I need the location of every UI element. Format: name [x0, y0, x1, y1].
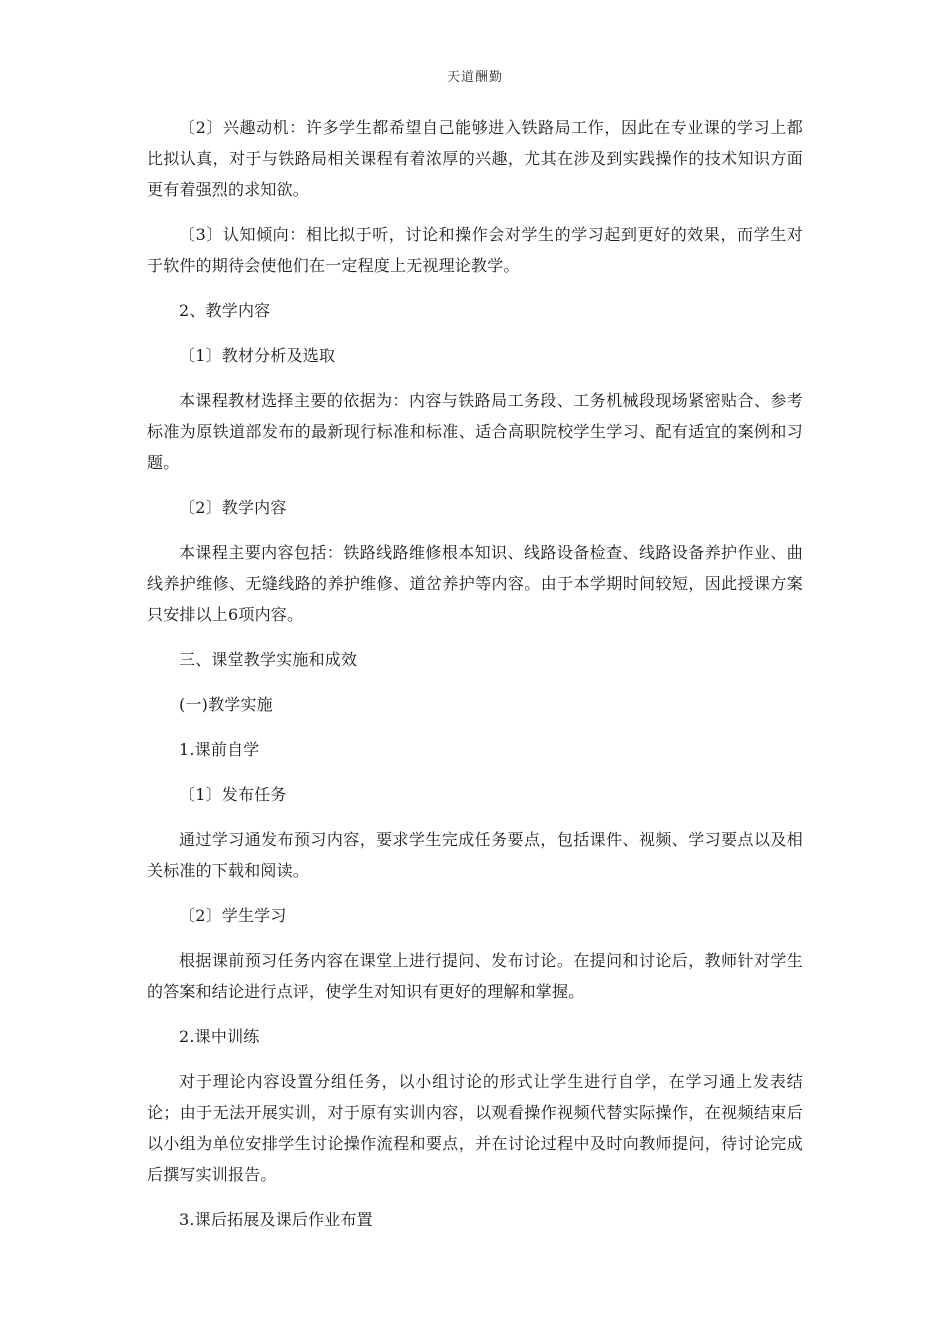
page-header: 天道酬勤: [446, 70, 503, 85]
subheading-teaching-content: 〔2〕教学内容: [179, 498, 287, 517]
paragraph-interest-motivation: 〔2〕兴趣动机：许多学生都希望自己能够进入铁路局工作，因此在专业课的学习上都比拟认真，对于与铁路局相关课程有着浓厚的兴趣，尤其在涉及到实践操作的技术知识方面更有着强烈的求知欲。: [147, 118, 803, 199]
subheading-student-learning: 〔2〕学生学习: [179, 906, 287, 925]
subheading-textbook-analysis: 〔1〕教材分析及选取: [179, 346, 336, 365]
paragraph-cognitive-tendency: 〔3〕认知倾向：相比拟于听，讨论和操作会对学生的学习起到更好的效果，而学生对于软件的期待会使他们在一定程度上无视理论教学。: [147, 225, 803, 275]
subheading-teaching-implementation: (一)教学实施: [179, 695, 273, 714]
paragraph-in-class-training: 对于理论内容设置分组任务，以小组讨论的形式让学生进行自学，在学习通上发表结论；由于无法开展实训，对于原有实训内容，以观看操作视频代替实际操作，在视频结束后以小组为单位安排学生讨论操作流程和要点，并在讨论过程中及时向教师提问，待讨论完成后撰写实训报告。: [147, 1072, 803, 1184]
paragraph-course-content: 本课程主要内容包括：铁路线路维修根本知识、线路设备检查、线路设备养护作业、曲线养护维修、无缝线路的养护维修、道岔养护等内容。由于本学期时间较短，因此授课方案只安排以上6项内容。: [147, 543, 803, 624]
section-heading-teaching-content: 2、教学内容: [179, 301, 271, 320]
subheading-pre-class-study: 1.课前自学: [179, 740, 260, 759]
document-body: [147, 112, 803, 1249]
subheading-publish-task: 〔1〕发布任务: [179, 785, 287, 804]
section-heading-implementation: 三、课堂教学实施和成效: [179, 650, 358, 669]
subheading-after-class: 3.课后拓展及课后作业布置: [179, 1210, 373, 1229]
paragraph-publish-task: 通过学习通发布预习内容，要求学生完成任务要点，包括课件、视频、学习要点以及相关标准的下载和阅读。: [147, 830, 803, 880]
subheading-in-class-training: 2.课中训练: [179, 1027, 260, 1046]
paragraph-student-learning: 根据课前预习任务内容在课堂上进行提问、发布讨论。在提问和讨论后，教师针对学生的答案和结论进行点评，使学生对知识有更好的理解和掌握。: [147, 951, 803, 1001]
paragraph-textbook-selection: 本课程教材选择主要的依据为：内容与铁路局工务段、工务机械段现场紧密贴合、参考标准为原铁道部发布的最新现行标准和标准、适合高职院校学生学习、配有适宜的案例和习题。: [147, 391, 803, 472]
